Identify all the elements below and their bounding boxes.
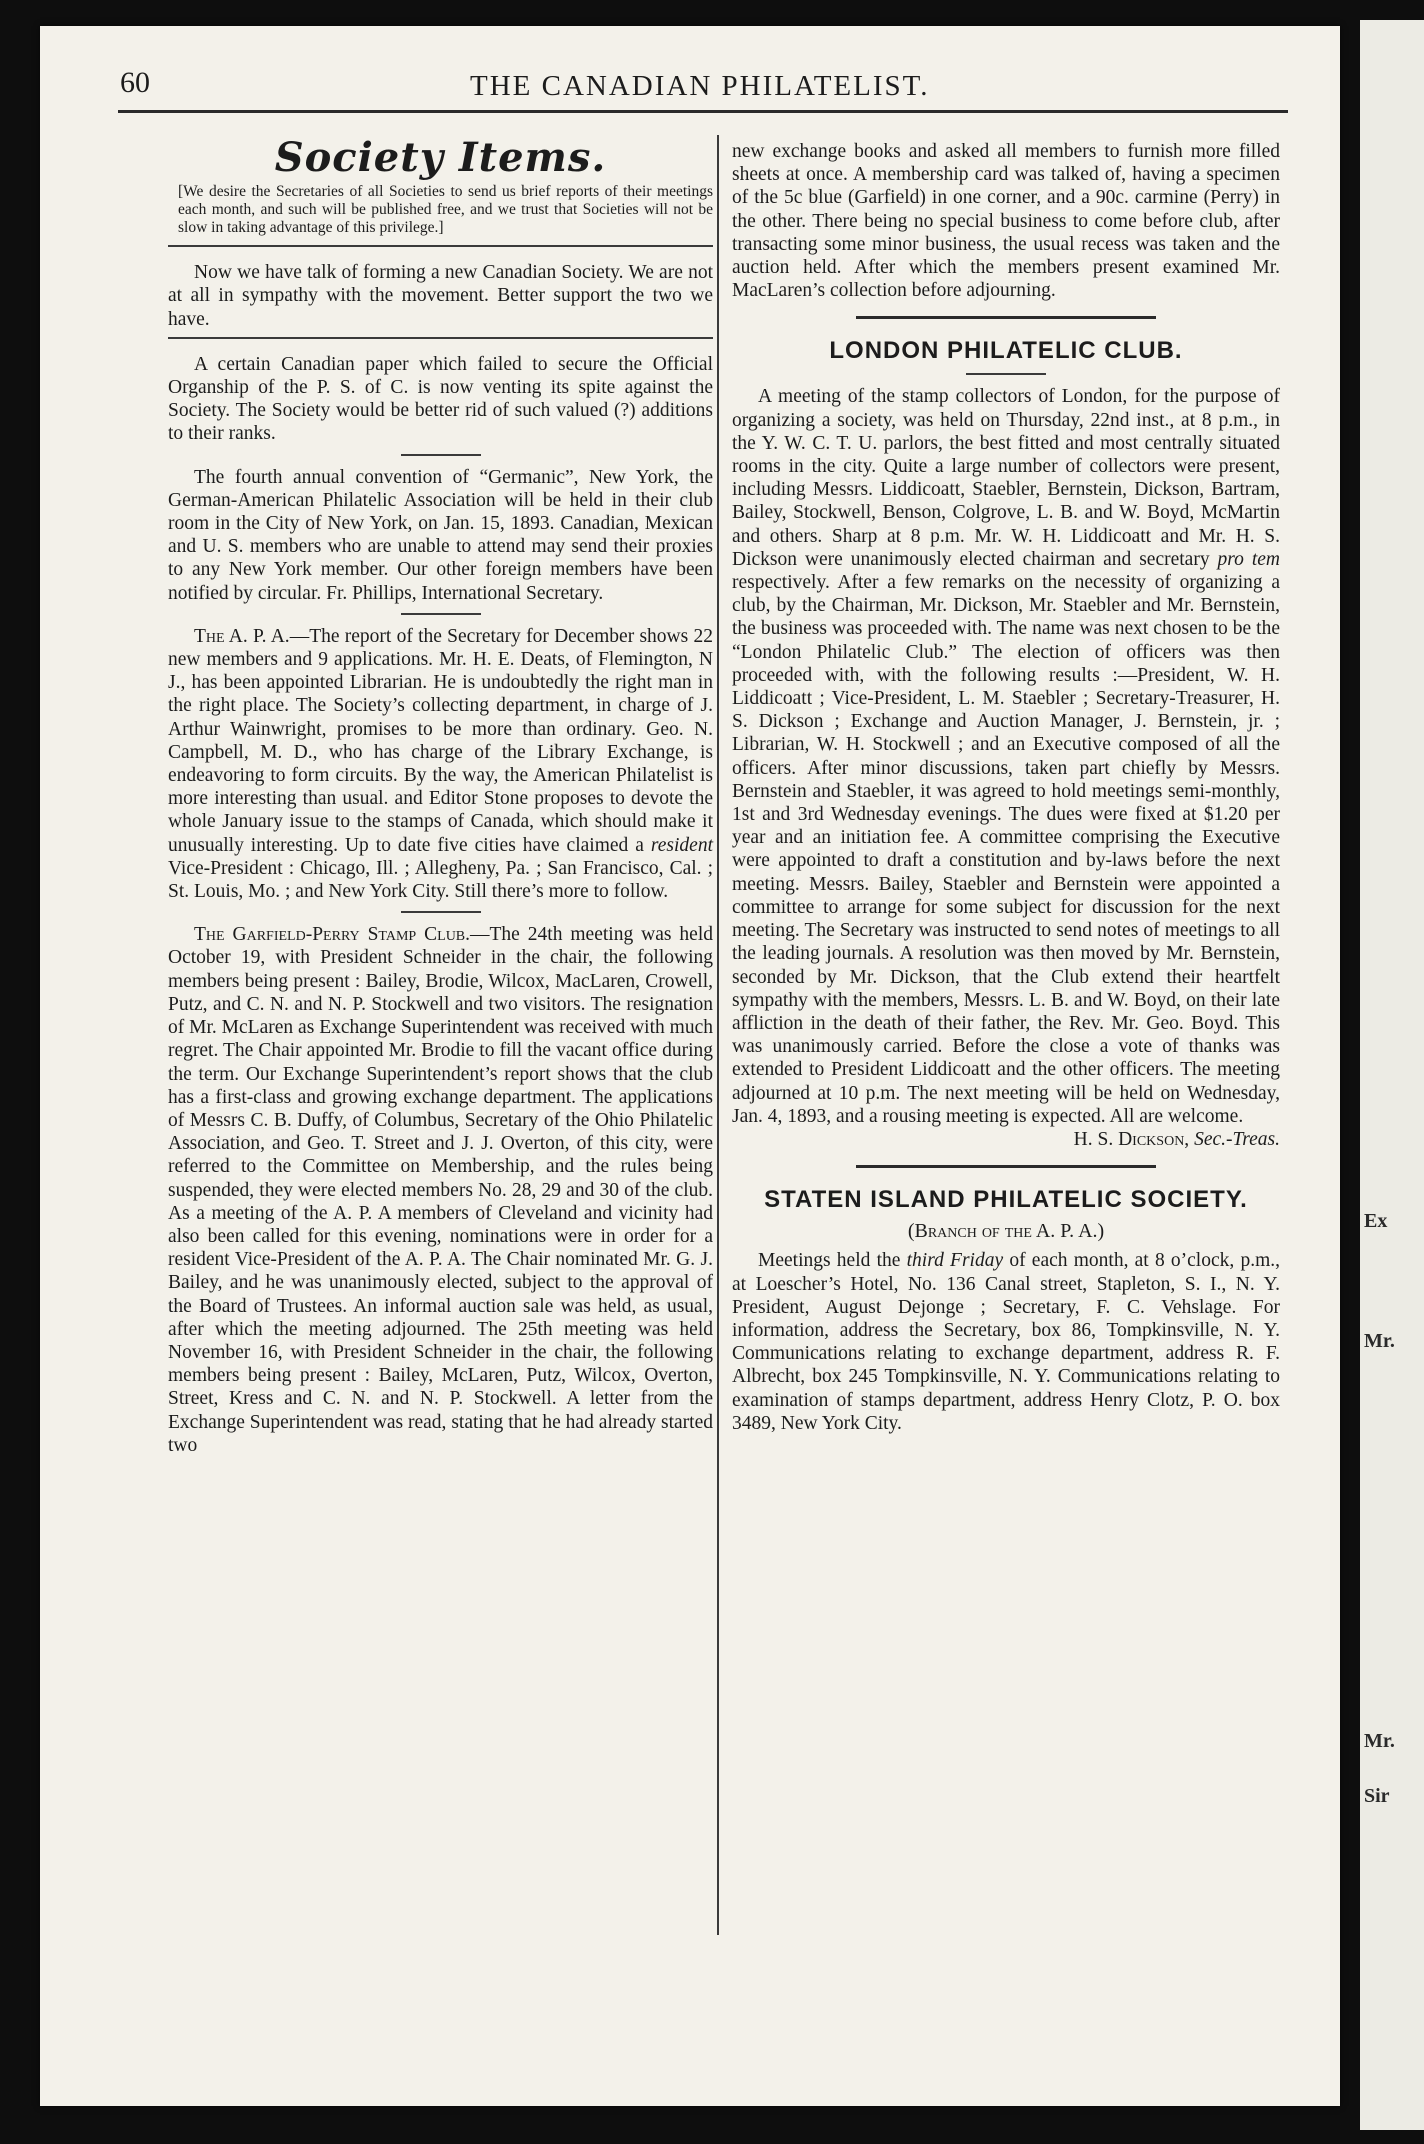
apa-text-cont: Vice-President : Chicago, Ill. ; Allegheny, Pa. ; San Francisco, Cal. ; St. Louis, Mo. ; and New York City. Still there’s more to follow. — [168, 857, 713, 903]
staten-island-heading: STATEN ISLAND PHILATELIC SOCIETY. — [764, 1186, 1248, 1214]
divider-rule — [168, 245, 713, 247]
apa-emphasis: resident — [650, 834, 713, 856]
london-text: A meeting of the stamp collectors of London, for the purpose of organizing a society, was held on Thursday, 22nd inst., at 8 p.m., in the Y. W. C. T. U. parlors, the best fitted and most centrally situated rooms in the city. Quite a large number of collectors were present, including Messrs. Liddicoatt, Staebler, Bernstein, Dickson, Bartram, Bailey, Stockwell, Benson, Colgrove, L. B. and W. Boyd, McMartin and others. Sharp at 8 p.m. Mr. W. H. Liddicoatt and Mr. H. S. Dickson were unanimously elected chairman and secretary — [732, 386, 1280, 570]
garfield-lead: The Garfield-Perry Stamp Club. — [194, 924, 471, 946]
apa-text: —The report of the Secretary for December shows 22 new members and 9 applications. Mr. H. E. Deats, of Flemington, N J., has been appointed Librarian. He is undoubtedly the right man in the right place. The Society’s collecting department, in charge of J. Arthur Wainwright, promises to be more than ordinary. Geo. N. Campbell, M. D., who has charge of the Library Exchange, is endeavoring to form circuits. By the way, the American Philatelist is more interesting than usual. and Editor Stone proposes to devote the whole January issue to the stamps of Canada, which should make it unusually interesting. Up to date five cities have claimed a — [168, 625, 713, 856]
staten-island-subheading: (Branch of the A. P. A.) — [907, 1220, 1105, 1243]
paragraph-garfield-cont: new exchange books and asked all members to furnish more filled sheets at once. A membership card was talked of, having a specimen of the 5c blue (Garfield) in one corner, and a 90c. carmine (Perry) in the other. There being no special business to come before club, after transacting some minor business, the usual recess was taken and the auction held. After which the members present examined Mr. MacLaren’s collection before adjourning. — [732, 141, 1280, 302]
right-column — [732, 140, 1280, 1435]
london-signature — [732, 1128, 1280, 1151]
left-column — [168, 134, 713, 1457]
divider-rule — [401, 911, 481, 913]
page-number: 60 — [120, 66, 150, 99]
adjacent-fragment: Mr. — [1364, 1330, 1395, 1352]
header-rule — [118, 110, 1288, 113]
divider-rule — [168, 337, 713, 339]
paragraph-germanic: The fourth annual convention of “Germanic”, New York, the German-American Philatelic Association will be held in their club room in the City of New York, on Jan. 15, 1893. Canadian, Mexican and U. S. members who are unable to attend may send their proxies to any New York member. Our other foreign members have been notified by circular. Fr. Phillips, International Secretary. — [168, 466, 713, 604]
garfield-text: —The 24th meeting was held October 19, with President Schneider in the chair, the following members being present : Bailey, Brodie, Wilcox, MacLaren, Crowell, Putz, and C. N. and N. P. Stockwell and two visitors. The resignation of Mr. McLaren as Exchange Superintendent was received with much regret. The Chair appointed Mr. Brodie to fill the vacant office during the term. Our Exchange Superintendent’s report shows that the club has a first-class and growing exchange department. The applications of Messrs C. B. Duffy, of Columbus, Secretary of the Ohio Philatelic Association, and Geo. T. Street and J. J. Overton, of this city, were referred to the Committee on Membership, and the rules being suspended, they were elected members No. 28, 29 and 30 of the club. As a meeting of the A. P. A members of Cleveland and vicinity had also been called for this evening, nominations were in order for a resident Vice-President of the A. P. A. The Chair nominated Mr. G. J. Bailey, and he was unanimously elected, subject to the approval of the Board of Trustees. An informal auction sale was held, as usual, after which the meeting adjourned. The 25th meeting was held November 16, with President Schneider in the chair, the following members being present : Bailey, McLaren, Putz, Wilcox, Overton, Street, Kress and C. N. and N. P. Stockwell. A letter from the Exchange Superintendent was read, stating that he had already started two — [168, 924, 713, 1456]
divider-rule — [856, 316, 1156, 319]
paragraph-london — [732, 385, 1280, 1128]
paragraph-new-society: Now we have talk of forming a new Canadian Society. We are not at all in sympathy with the movement. Better support the two we have. — [168, 262, 713, 330]
signature-title: Sec.-Treas. — [1194, 1128, 1280, 1150]
staten-text: Meetings held the — [758, 1250, 907, 1272]
editor-note: [We desire the Secretaries of all Societies to send us brief reports of their meetings each month, and such will be published free, and we trust that Societies will not be slow in taking advantage of this privilege.] — [178, 183, 713, 237]
london-text-cont: respectively. After a few remarks on the necessity of organizing a club, by the Chairman, Mr. Dickson, Mr. Staebler and Mr. Bernstein, the business was proceeded with. The name was next chosen to be the “London Philatelic Club.” The election of officers was then proceeded with, with the following results :—President, W. H. Liddicoatt ; Vice-President, L. M. Staebler ; Secretary-Treasurer, H. S. Dickson ; Exchange and Auction Manager, J. Bernstein, jr. ; Librarian, W. H. Stockwell ; and an Executive composed of all the officers. After minor discussions, taken part chiefly by Messrs. Bernstein and Staebler, it was agreed to hold meetings semi-monthly, 1st and 3rd Wednesday evenings. The dues were fixed at $1.20 per year and an initiation fee. A committee comprising the Executive were appointed to draft a constitution and by-laws before the next meeting. Messrs. Bailey, Staebler and Bernstein were appointed a committee to arrange for some subject for discussion for the next meeting. The Secretary was instructed to send notes of meetings to all the leading journals. A resolution was then moved by Mr. Bernstein, seconded by Mr. Dickson, that the Club extend their heartfelt sympathy with the members, Messrs. L. B. and W. Boyd, on their late affliction in the death of their father, the Rev. Mr. Geo. Boyd. This was unanimously carried. Before the close a vote of thanks was extended to President Liddicoatt and the other officers. The meeting adjourned at 10 p.m. The next meeting will be held on Wednesday, Jan. 4, 1893, and a rousing meeting is expected. All are welcome. — [732, 572, 1280, 1127]
paragraph-canadian-paper: A certain Canadian paper which failed to secure the Official Organship of the P. S. of C. is now venting its spite against the Society. The Society would be better rid of such valued (?) additions to their ranks. — [168, 353, 713, 445]
paragraph-garfield-perry — [168, 923, 713, 1457]
signature-name: H. S. Dickson, — [1073, 1128, 1190, 1150]
staten-emphasis: third Friday — [906, 1250, 1004, 1272]
paragraph-staten-island — [732, 1249, 1280, 1435]
divider-rule — [401, 613, 481, 615]
adjacent-fragment: Mr. — [1364, 1730, 1395, 1752]
adjacent-page-strip — [1360, 20, 1424, 2130]
divider-rule — [401, 454, 481, 456]
staten-text-cont: of each month, at 8 o’clock, p.m., at Loescher’s Hotel, No. 136 Canal street, Stapleton, S. I., N. Y. President, August Dejonge ; Secretary, F. C. Vehslage. For information, address the Secretary, box 86, Tompkinsville, N. Y. Communications relating to exchange department, address R. F. Albrecht, box 245 Tompkinsville, N. Y. Communications relating to examination of stamps department, address Henry Clotz, P. O. box 3489, New York City. — [732, 1250, 1281, 1434]
divider-rule — [966, 373, 1046, 375]
adjacent-fragment: Sir — [1364, 1785, 1390, 1807]
running-title: THE CANADIAN PHILATELIST. — [470, 70, 930, 102]
london-club-heading: LONDON PHILATELIC CLUB. — [829, 337, 1183, 365]
section-title: Society Items. — [274, 134, 607, 181]
paragraph-apa — [168, 625, 713, 903]
column-divider — [717, 135, 719, 1935]
adjacent-fragment: Ex — [1364, 1210, 1388, 1232]
divider-rule — [856, 1165, 1156, 1168]
london-emphasis: pro tem — [1217, 548, 1280, 570]
apa-lead: The A. P. A. — [194, 625, 290, 647]
